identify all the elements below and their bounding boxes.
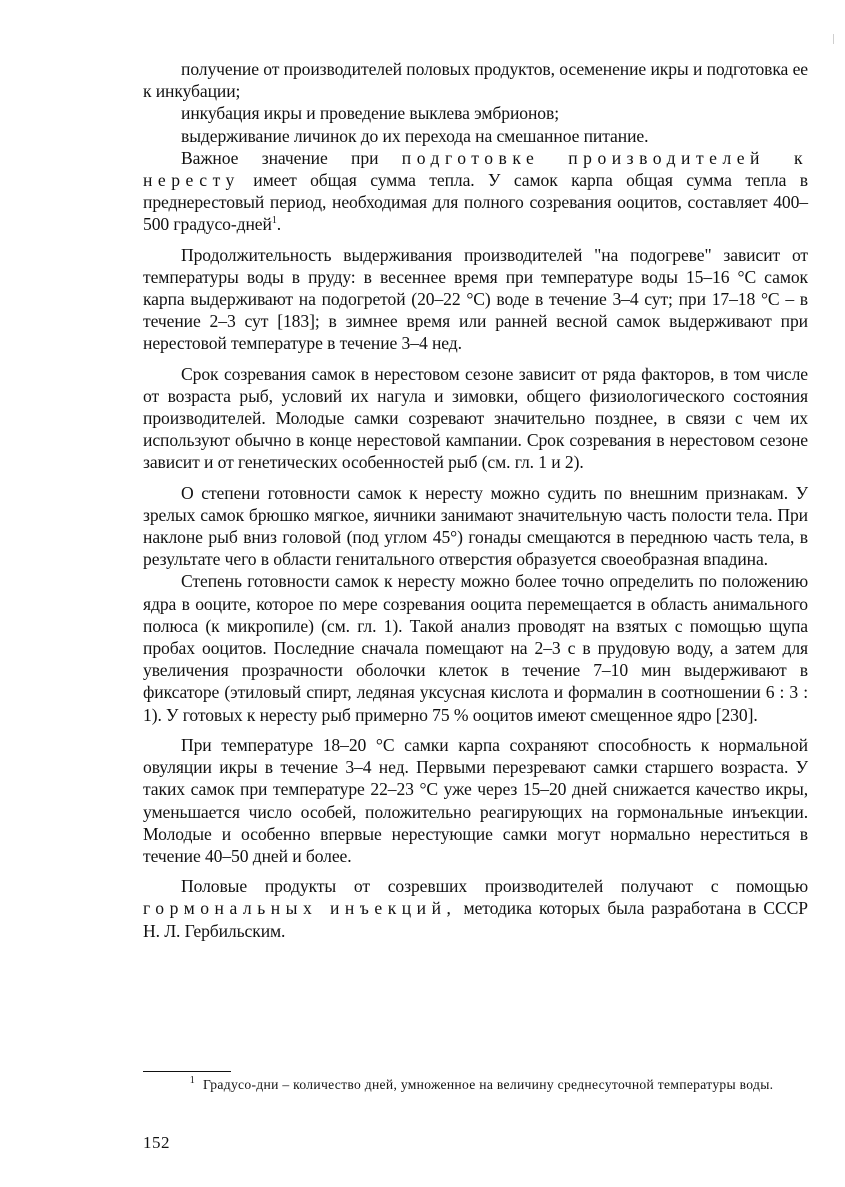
paragraph-1: получение от производителей половых продуктов, осеменение икры и подготовка ее к инкубации; [143, 59, 808, 102]
footnote-text: Градусо-дни – количество дней, умноженное на величину среднесуточной температуры воды. [203, 1077, 774, 1092]
paragraph-4-emphasis: подготовке производителей к нересту [143, 147, 808, 191]
paragraph-4-text: имеет общая сумма тепла. У самок карпа общая сумма тепла в преднерестовый период, необходимая для полного созревания ооцитов, составляет 400–500 градусо-дней [143, 170, 808, 235]
footnote-mark: 1 [189, 1075, 195, 1086]
paragraph-10-lead: Половые продукты от созревших производителей получают с помощью [181, 876, 808, 897]
paragraph-7: О степени готовности самок к нересту можно судить по внешним признакам. У зрелых самок брюшко мягкое, яичники занимают значительную часть полости тела. При наклоне рыб вниз головой (под углом 45°) гонады смещаются в переднюю часть тела, в результате чего в области генитального отверстия образуется своеобразная впадина. [143, 482, 808, 570]
paragraph-10-emphasis: гормональных инъекций, [143, 898, 457, 919]
paragraph-2: инкубация икры и проведение выклева эмбрионов; [181, 103, 560, 124]
paragraph-10 [143, 875, 808, 942]
footnote-reference: 1 [271, 215, 277, 227]
paragraph-5: Продолжительность выдерживания производителей "на подогреве" зависит от температуры воды в пруду: в весеннее время при температуре воды 15–16 °С самок карпа выдерживают на подогретой (20–22 °С) воде в течение 3–4 сут; при 17–18 °С – в течение 2–3 сут [183]; в зимнее время или ранней весной самок выдерживают при нерестовой температуре в течение 3–4 нед. [143, 244, 808, 354]
paragraph-8: Степень готовности самок к нересту можно более точно определить по положению ядра в ооците, которое по мере созревания ооцита перемещается в область анимального полюса (к микропиле) (см. гл. 1). Такой анализ проводят на взятых с помощью щупа пробах ооцитов. Последние сначала помещают на 2–3 с в прудовую воду, а затем для увеличения прозрачности оболочки клеток в течение 7–10 мин выдерживают в фиксаторе (этиловый спирт, ледяная уксусная кислота и формалин в соотношении 6 : 3 : 1). У готовых к нересту рыб примерно 75 % ооцитов имеют смещенное ядро [230]. [143, 571, 808, 725]
paragraph-6: Срок созревания самок в нерестовом сезоне зависит от ряда факторов, в том числе от возраста рыб, условий их нагула и зимовки, общего физиологического состояния производителей. Молодые самки созревают значительно позднее, в связи с чем их используют обычно в конце нерестовой кампании. Срок созревания в нерестовом сезоне зависит и от генетических особенностей рыб (см. гл. 1 и 2). [143, 363, 808, 473]
paragraph-10-text: методика которых была разработана в СССР Н. Л. Гербильским. [143, 898, 808, 941]
footnote [143, 1075, 808, 1097]
paragraph-4-end: . [276, 214, 282, 235]
page-number: 152 [143, 1133, 170, 1152]
margin-mark [833, 34, 836, 44]
paragraph-9: При температуре 18–20 °С самки карпа сохраняют способность к нормальной овуляции икры в течение 3–4 нед. Первыми перезревают самки старшего возраста. У таких самок при температуре 22–23 °С уже через 15–20 дней снижается качество икры, уменьшается число особей, положительно реагирующих на гормональные инъекции. Молодые и особенно впервые нерестующие самки могут нормально нереститься в течение 40–50 дней и более. [143, 734, 808, 866]
paragraph-4-lead: Важное значение при [181, 147, 379, 168]
page-body [143, 58, 808, 942]
paragraph-3: выдерживание личинок до их перехода на смешанное питание. [181, 125, 649, 146]
paragraph-4 [143, 147, 808, 236]
